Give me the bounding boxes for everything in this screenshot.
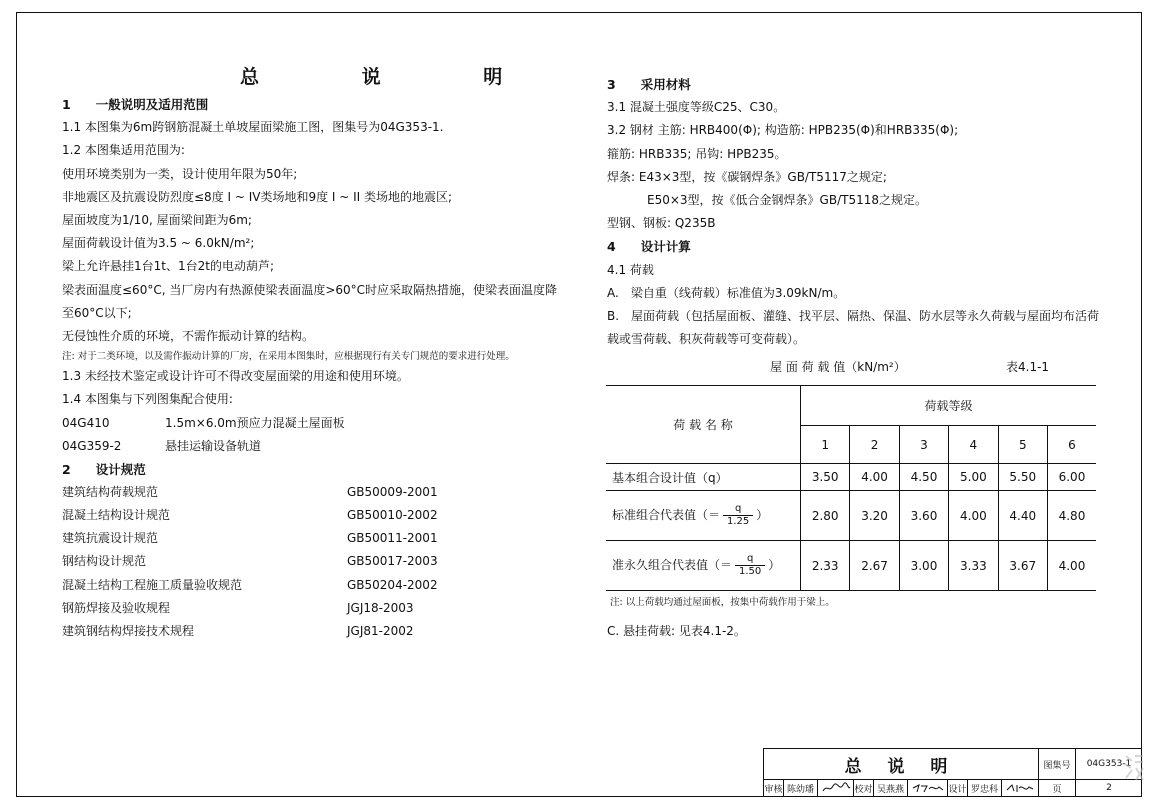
signature-icon: [911, 782, 945, 794]
load-item-a: A. 梁自重（线荷载）标准值为3.09kN/m。: [607, 285, 846, 300]
row-label-prefix: 标准组合代表值（＝: [612, 508, 721, 522]
standard-code: GB50009-2001: [347, 484, 438, 499]
table-number: 表4.1-1: [1006, 360, 1050, 374]
paragraph-1-2: 1.2 本图集适用范围为:: [62, 143, 185, 158]
scope-item-corrosion: 无侵蚀性介质的环境，不需作振动计算的结构。: [62, 329, 315, 344]
header-load-name: 荷 载 名 称: [606, 386, 801, 464]
page-title: 总 说 明: [240, 66, 551, 88]
table-cell: 6.00: [1047, 464, 1096, 491]
review-name: 陈幼璠: [784, 780, 818, 797]
design-signature: [1002, 780, 1039, 797]
review-label: 审核: [764, 780, 784, 797]
row-label-suffix: ）: [756, 508, 769, 522]
load-item-b: B. 屋面荷载（包括屋面板、灌缝、找平层、隔热、保温、防水层等永久荷载与屋面均布活荷载或雪荷载、积灰荷载等可变荷载）。: [607, 309, 1100, 347]
table-cell: 5.00: [949, 464, 998, 491]
scope-item-load: 屋面荷载设计值为3.5 ~ 6.0kN/m²;: [62, 236, 255, 251]
paragraph-1-4: 1.4 本图集与下列图集配合使用:: [62, 392, 233, 407]
level-cell: 3: [899, 426, 948, 464]
standard-row: [62, 527, 562, 550]
scope-item-slope: 屋面坡度为1/10, 屋面梁间距为6m;: [62, 213, 252, 228]
section-4-heading: 4 设计计算: [607, 239, 691, 255]
page-number: 2: [1076, 780, 1142, 797]
standard-code: GB50204-2002: [347, 577, 438, 592]
atlas-code: 04G359-2: [62, 438, 122, 453]
atlas-name: 1.5m×6.0m预应力混凝土屋面板: [165, 415, 345, 430]
level-cell: 6: [1047, 426, 1096, 464]
row-label-prefix: 准永久组合代表值（＝: [612, 558, 733, 572]
paragraph-4-1: 4.1 荷载: [607, 262, 654, 277]
table-cell: 4.50: [899, 464, 948, 491]
scope-item-temperature: 梁表面温度≤60°C, 当厂房内有热源使梁表面温度>60°C时应采取隔热措施，使梁表面温度降至60°C以下;: [62, 282, 558, 320]
level-cell: 1: [801, 426, 850, 464]
title-block: [763, 748, 1142, 797]
table-cell: 3.67: [998, 541, 1047, 591]
table-cell: 3.20: [850, 491, 899, 541]
roof-load-table: [606, 385, 1096, 591]
fraction-denominator: 1.25: [727, 516, 750, 527]
paragraph-weld-e50: E50×3型，按《低合金钢焊条》GB/T5118之规定。: [647, 193, 927, 208]
watermark-glyph: [1123, 752, 1145, 782]
table-cell: 3.33: [949, 541, 998, 591]
page-label: 页: [1039, 780, 1076, 797]
paragraph-steel-plate: 型钢、钢板: Q235B: [607, 216, 716, 231]
standard-row: [62, 620, 562, 643]
standard-code: JGJ81-2002: [347, 624, 414, 639]
title-block-title: 总 说 明: [764, 749, 1039, 780]
level-cell: 4: [949, 426, 998, 464]
table-cell: 4.00: [850, 464, 899, 491]
scope-item-env: 使用环境类别为一类，设计使用年限为50年;: [62, 166, 298, 181]
signature-icon: [1005, 782, 1035, 794]
scope-item-seismic: 非地震区及抗震设防烈度≤8度 I ~ IV类场地和9度 I ~ II 类场地的地震区;: [62, 189, 453, 204]
table-cell: 2.80: [801, 491, 850, 541]
design-label: 设计: [948, 780, 968, 797]
left-column: [62, 93, 562, 643]
standard-row: [62, 550, 562, 573]
table-note: 注: 以上荷载均通过屋面板，按集中荷载作用于梁上。: [610, 597, 835, 608]
table-cell: 3.50: [801, 464, 850, 491]
standard-name: 混凝土结构工程施工质量验收规范: [62, 577, 243, 592]
atlas-no-label: 图集号: [1039, 749, 1076, 780]
fraction: [723, 503, 753, 528]
section-3-heading: 3 采用材料: [607, 77, 691, 92]
atlas-no-value: 04G353-1: [1076, 749, 1142, 780]
design-name: 罗忠科: [968, 780, 1002, 797]
scope-item-hoist: 梁上允许悬挂1台1t、1台2t的电动葫芦;: [62, 259, 274, 274]
check-name: 吴燕燕: [874, 780, 908, 797]
table-cell: 3.00: [899, 541, 948, 591]
table-cell: 4.00: [949, 491, 998, 541]
standard-name: 建筑抗震设计规范: [62, 531, 159, 546]
standard-name: 建筑钢结构焊接技术规程: [62, 624, 195, 639]
table-row: [606, 541, 1096, 591]
table-cell: 3.60: [899, 491, 948, 541]
table-row: [606, 464, 1096, 491]
paragraph-1-3: 1.3 未经技术鉴定或设计许可不得改变屋面梁的用途和使用环境。: [62, 369, 409, 384]
section-1-heading: 1 一般说明及适用范围: [62, 97, 209, 112]
standard-code: GB50010-2002: [347, 508, 438, 523]
check-label: 校对: [854, 780, 874, 797]
standard-row: [62, 574, 562, 597]
fraction-denominator: 1.50: [739, 566, 762, 577]
row-label: [606, 491, 801, 541]
fraction-numerator: q: [734, 503, 742, 514]
paragraph-1-1: 1.1 本图集为6m跨钢筋混凝土单坡屋面梁施工图，图集号为04G353-1.: [62, 120, 444, 135]
right-column: [607, 73, 1107, 351]
atlas-row: [62, 435, 562, 458]
paragraph-weld-e43: 焊条: E43×3型，按《碳钢焊条》GB/T5117之规定;: [607, 169, 887, 184]
review-signature: [818, 780, 854, 797]
table-cell: 4.80: [1047, 491, 1096, 541]
fraction: [735, 553, 765, 578]
table-header-row: [606, 386, 1096, 426]
watermark-icon: [1123, 752, 1145, 782]
paragraph-3-2: 3.2 钢材 主筋: HRB400(Φ); 构造筋: HPB235(Φ)和HRB335(Φ);: [607, 123, 959, 138]
table-cell: 2.33: [801, 541, 850, 591]
row-label: [606, 541, 801, 591]
standard-code: GB50011-2001: [347, 531, 438, 546]
table-cell: 2.67: [850, 541, 899, 591]
atlas-code: 04G410: [62, 415, 110, 430]
standard-code: GB50017-2003: [347, 554, 438, 569]
standard-name: 钢筋焊接及验收规程: [62, 600, 171, 615]
table-cell: 4.40: [998, 491, 1047, 541]
atlas-row: [62, 412, 562, 435]
table-cell: 5.50: [998, 464, 1047, 491]
standard-name: 钢结构设计规范: [62, 554, 147, 569]
atlas-name: 悬挂运输设备轨道: [165, 438, 262, 453]
signature-icon: [821, 782, 851, 794]
standard-row: [62, 504, 562, 527]
table-caption: 屋 面 荷 载 值（kN/m²）: [770, 360, 906, 374]
standard-row: [62, 481, 562, 504]
level-cell: 5: [998, 426, 1047, 464]
header-load-level: 荷载等级: [801, 386, 1097, 426]
load-item-c: C. 悬挂荷载: 见表4.1-2。: [607, 624, 746, 638]
fraction-numerator: q: [746, 553, 754, 564]
row-label-suffix: ）: [768, 558, 781, 572]
standard-code: JGJ18-2003: [347, 600, 414, 615]
standard-row: [62, 597, 562, 620]
table-row: [606, 491, 1096, 541]
standard-name: 建筑结构荷载规范: [62, 484, 159, 499]
paragraph-3-1: 3.1 混凝土强度等级C25、C30。: [607, 100, 786, 115]
check-signature: [908, 780, 948, 797]
paragraph-3-2-stirrup: 箍筋: HRB335; 吊钩: HPB235。: [607, 146, 787, 161]
environment-note: 注: 对于二类环境，以及需作振动计算的厂房，在采用本图集时，应根据现行有关专门规范的要求进行处理。: [62, 351, 515, 363]
standard-name: 混凝土结构设计规范: [62, 508, 171, 523]
table-cell: 4.00: [1047, 541, 1096, 591]
row-label: 基本组合设计值（q）: [606, 464, 801, 491]
level-cell: 2: [850, 426, 899, 464]
section-2-heading: 2 设计规范: [62, 461, 146, 477]
